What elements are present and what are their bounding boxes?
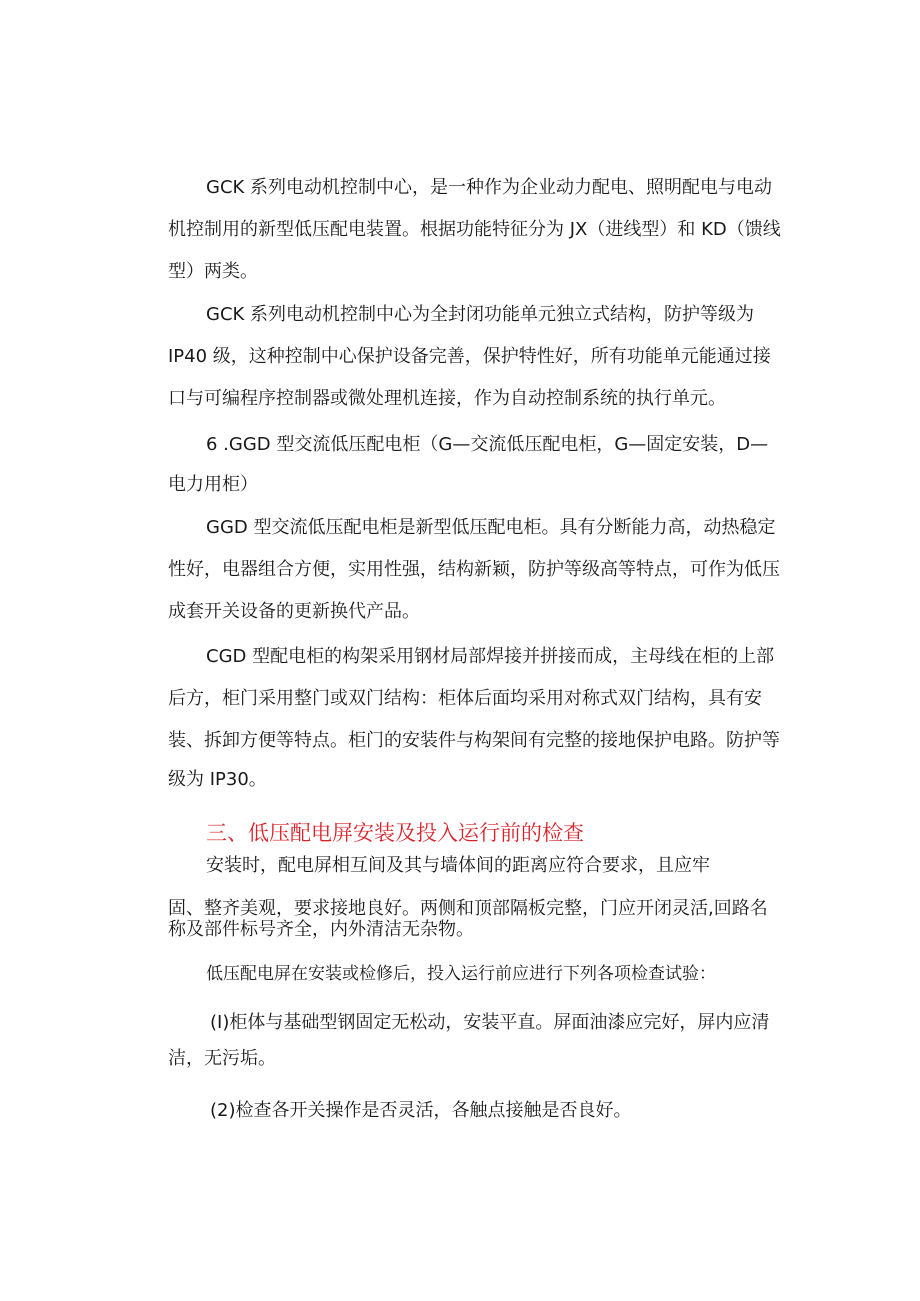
paragraph-line: GGD 型交流低压配电柜是新型低压配电柜。具有分断能力高，动热稳定 [206,517,776,538]
paragraph-line: 电力用柜） [168,474,258,495]
paragraph-line: 安装时，配电屏相互间及其与墙体间的距离应符合要求，且应牢 [206,855,710,876]
paragraph-line: 6 .GGD 型交流低压配电柜（G—交流低压配电柜，G—固定安装，D— [206,434,769,455]
paragraph-line: 装、拆卸方便等特点。柜门的安装件与构架间有完整的接地保护电路。防护等 [168,730,780,751]
paragraph-line: 口与可编程序控制器或微处理机连接，作为自动控制系统的执行单元。 [168,388,726,409]
paragraph-line: IP40 级，这种控制中心保护设备完善，保护特性好，所有功能单元能通过接 [168,346,771,367]
list-item: (2)检查各开关操作是否灵活，各触点接触是否良好。 [210,1100,632,1121]
paragraph-line: 后方，柜门采用整门或双门结构：柜体后面均采用对称式双门结构，具有安 [168,688,762,709]
section-heading: 三、低压配电屏安装及投入运行前的检查 [206,821,584,845]
paragraph-line: 称及部件标号齐全，内外清洁无杂物。 [168,919,474,940]
paragraph-line: GCK 系列电动机控制中心为全封闭功能单元独立式结构，防护等级为 [206,304,755,325]
list-item: (I)柜体与基础型钢固定无松动，安装平直。屏面油漆应完好，屏内应清 [210,1012,770,1033]
paragraph-line: 型）两类。 [168,261,258,282]
paragraph-line: 性好，电器组合方便，实用性强，结构新颖，防护等级高等特点，可作为低压 [168,559,780,580]
list-item-continuation: 洁，无污垢。 [168,1048,276,1069]
paragraph-line: 低压配电屏在安装或检修后，投入运行前应进行下列各项检查试验： [206,964,716,984]
paragraph-line: 机控制用的新型低压配电装置。根据功能特征分为 JX（进线型）和 KD（馈线 [168,219,781,240]
paragraph-line: 固、整齐美观，要求接地良好。两侧和顶部隔板完整，门应开闭灵活,回路名 [168,898,768,919]
paragraph-line: 级为 IP30。 [168,769,267,790]
paragraph-line: 成套开关设备的更新换代产品。 [168,601,420,622]
paragraph-line: CGD 型配电柜的构架采用钢材局部焊接并拼接而成，主母线在柜的上部 [206,646,775,667]
paragraph-line: GCK 系列电动机控制中心，是一种作为企业动力配电、照明配电与电动 [206,177,773,198]
